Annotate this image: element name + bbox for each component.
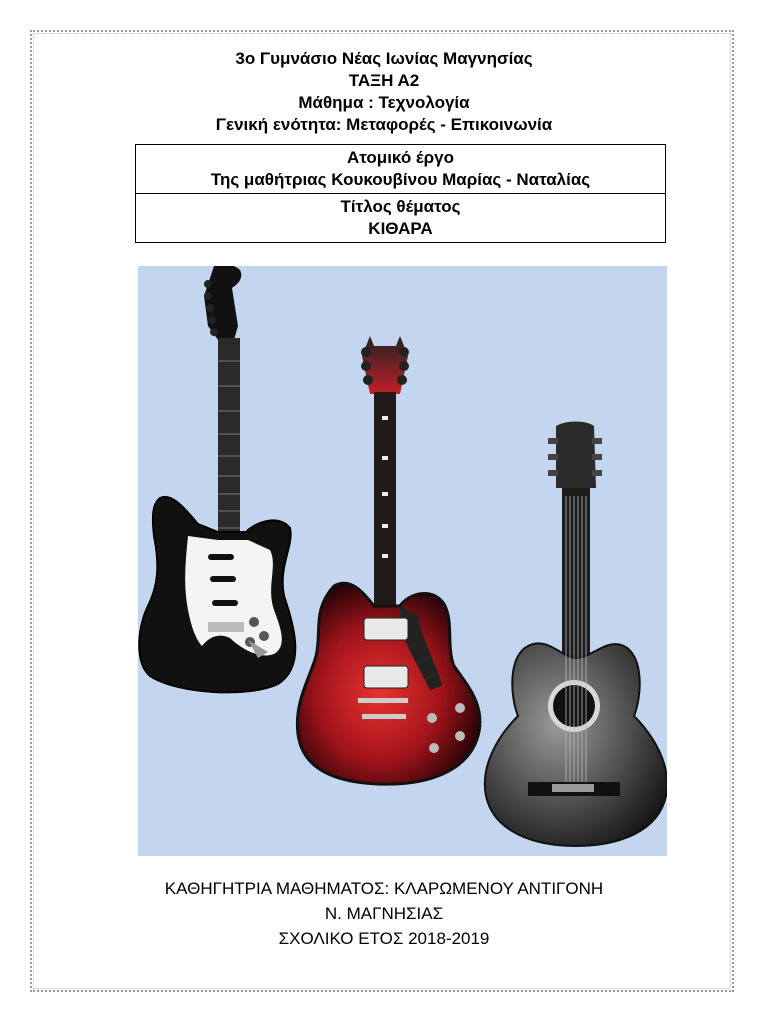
document-header bbox=[0, 48, 768, 136]
document-footer bbox=[0, 876, 768, 951]
student-name: Της μαθήτριας Κουκουβίνου Μαρίας - Ναταλίας bbox=[210, 170, 591, 189]
title-label: Τίτλος θέματος bbox=[340, 197, 461, 216]
subject: Μάθημα : Τεχνολογία bbox=[298, 93, 470, 112]
unit: Γενική ενότητα: Μεταφορές - Επικοινωνία bbox=[215, 115, 553, 134]
prefecture: Ν. ΜΑΓΝΗΣΙΑΣ bbox=[324, 904, 444, 923]
teacher-name: ΚΑΘΗΓΗΤΡΙΑ ΜΑΘΗΜΑΤΟΣ: ΚΛΑΡΩΜΕΝΟΥ ΑΝΤΙΓΟΝΗ bbox=[164, 879, 604, 898]
project-box bbox=[135, 144, 666, 194]
title-box bbox=[135, 193, 666, 243]
class-name: ΤΑΞΗ Α2 bbox=[348, 71, 420, 90]
guitars-illustration bbox=[138, 266, 667, 856]
school-year: ΣΧΟΛΙΚΟ ΕΤΟΣ 2018-2019 bbox=[278, 929, 490, 948]
project-title: ΚΙΘΑΡΑ bbox=[368, 219, 433, 238]
school-name: 3ο Γυμνάσιο Νέας Ιωνίας Μαγνησίας bbox=[235, 49, 533, 68]
project-type: Ατομικό έργο bbox=[347, 148, 454, 167]
